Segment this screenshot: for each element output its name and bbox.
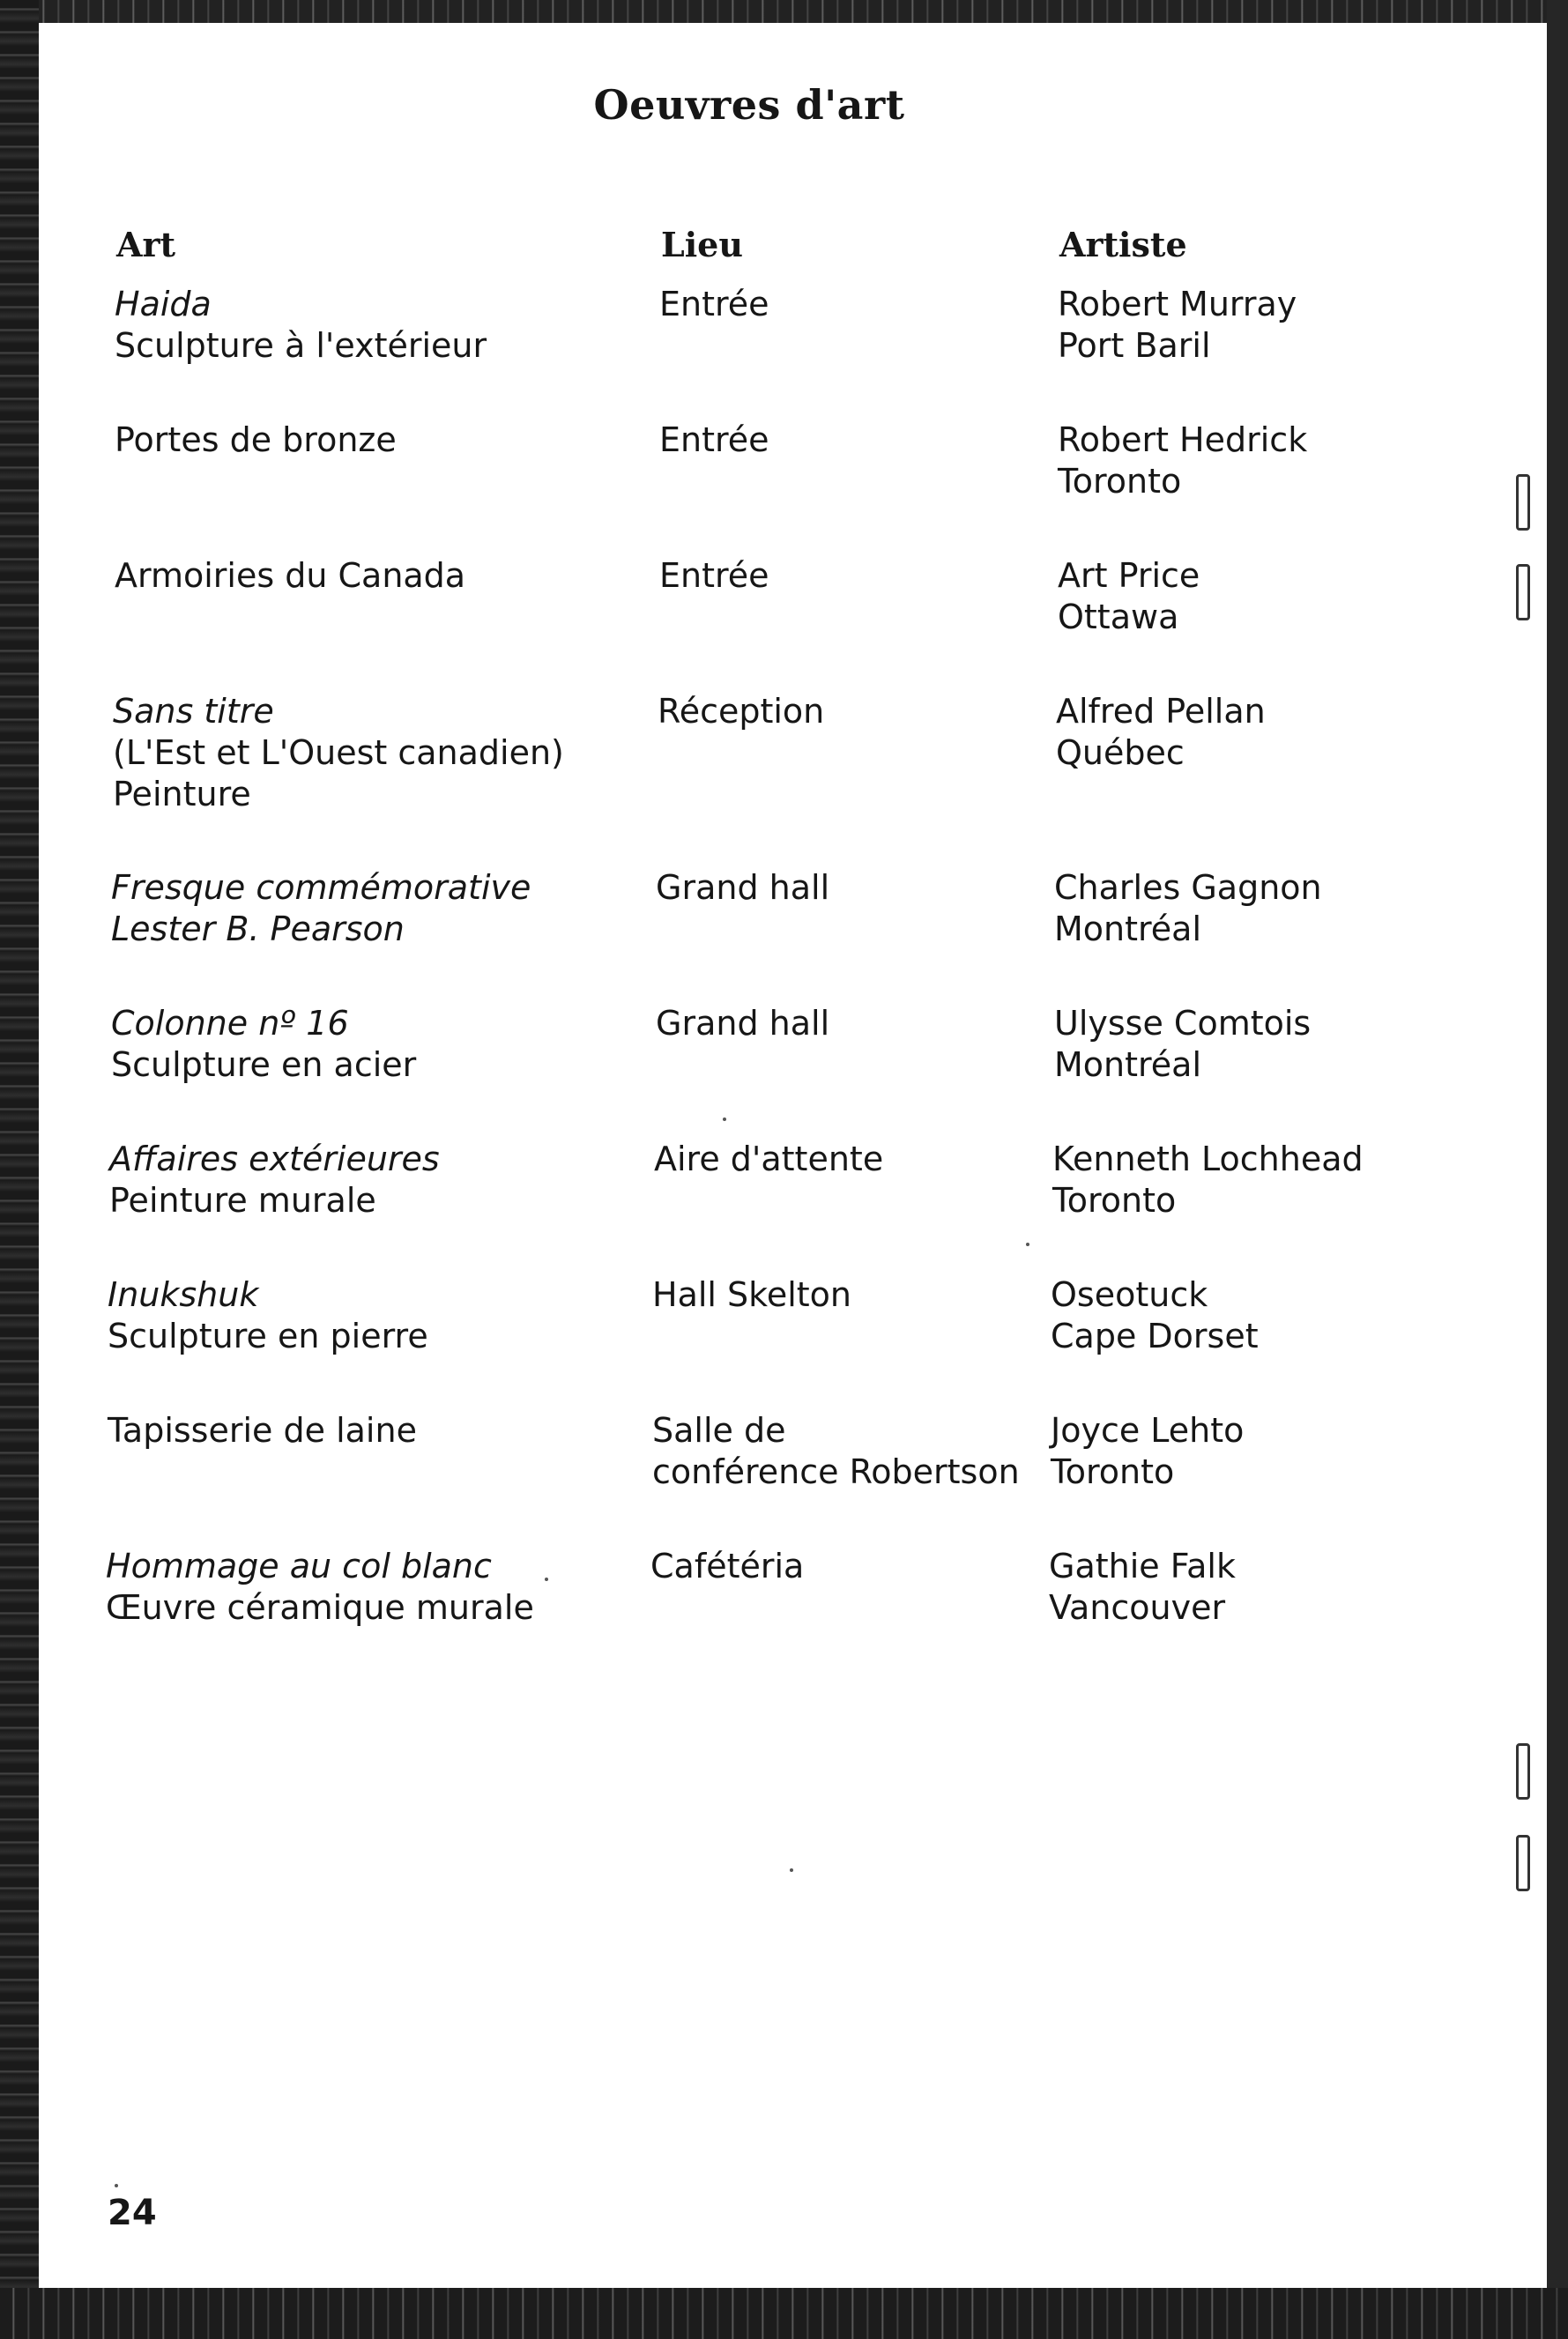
location-cell: [659, 420, 769, 461]
scan-speck: [1026, 1243, 1029, 1246]
artist-city: Toronto: [1052, 1181, 1177, 1220]
artwork-description-extra: Peinture: [113, 775, 251, 813]
artwork-cell: [108, 1410, 417, 1452]
artist-cell: [1051, 1410, 1244, 1493]
artist-cell: [1054, 867, 1322, 950]
artwork-title: Haida: [115, 285, 212, 323]
artist-name: Gathie Falk: [1049, 1547, 1236, 1585]
scan-speck: [545, 1578, 548, 1581]
artist-name: Charles Gagnon: [1054, 868, 1322, 907]
location-text: Salle de: [652, 1411, 786, 1450]
location-cell: [658, 691, 824, 732]
artist-cell: [1058, 420, 1307, 502]
location-cell: [652, 1410, 1020, 1493]
artwork-title: Hommage au col blanc: [106, 1547, 492, 1585]
artist-name: Art Price: [1058, 556, 1200, 595]
artwork-description: Armoiries du Canada: [115, 556, 466, 595]
artwork-title: Inukshuk: [108, 1275, 259, 1314]
scan-speck: [723, 1118, 726, 1121]
artist-cell: [1058, 555, 1200, 638]
scan-speck: [790, 1868, 793, 1872]
location-text: Grand hall: [656, 1004, 830, 1043]
artist-name: Oseotuck: [1051, 1275, 1208, 1314]
artwork-cell: [111, 867, 531, 950]
column-header-art: Art: [116, 225, 176, 264]
artist-city: Cape Dorset: [1051, 1317, 1259, 1355]
scan-border-bottom: [0, 2288, 1568, 2339]
artwork-description: Sculpture en acier: [111, 1045, 417, 1084]
artwork-description: Lester B. Pearson: [111, 910, 405, 948]
location-cell: [656, 1003, 829, 1044]
page-number: 24: [108, 2193, 157, 2233]
artist-name: Alfred Pellan: [1056, 692, 1266, 731]
artwork-description: Tapisserie de laine: [108, 1411, 417, 1450]
scan-border-left: [0, 0, 39, 2339]
location-cell: [659, 284, 769, 325]
page-title: Oeuvres d'art: [593, 81, 905, 129]
artwork-cell: [115, 555, 465, 597]
artist-city: Ottawa: [1058, 598, 1179, 636]
location-text: Cafétéria: [650, 1547, 805, 1585]
binding-hole-mark: [1516, 564, 1530, 620]
binding-hole-mark: [1516, 474, 1530, 531]
artist-cell: [1056, 691, 1266, 774]
artwork-cell: [106, 1546, 534, 1629]
scan-border-right: [1547, 0, 1568, 2339]
location-text: Entrée: [659, 556, 769, 595]
artwork-description: Sculpture en pierre: [108, 1317, 428, 1355]
artist-cell: [1052, 1139, 1364, 1221]
location-cell: [656, 867, 829, 909]
location-cell: [654, 1139, 883, 1180]
artwork-cell: [108, 1274, 428, 1357]
artwork-title: Fresque commémorative: [111, 868, 531, 907]
artist-city: Toronto: [1058, 462, 1182, 501]
artist-cell: [1051, 1274, 1259, 1357]
artwork-description: Sculpture à l'extérieur: [115, 326, 487, 365]
artwork-cell: [109, 1139, 440, 1221]
artist-name: Joyce Lehto: [1051, 1411, 1245, 1450]
location-text: Aire d'attente: [654, 1140, 884, 1178]
location-text: Entrée: [659, 420, 769, 459]
artwork-cell: [115, 284, 487, 367]
artist-city: Port Baril: [1058, 326, 1211, 365]
location-text: Hall Skelton: [652, 1275, 851, 1314]
artist-city: Montréal: [1054, 1045, 1202, 1084]
location-cell: [650, 1546, 804, 1587]
binding-hole-mark: [1516, 1743, 1530, 1800]
artwork-description: Peinture murale: [109, 1181, 376, 1220]
location-cell: [652, 1274, 851, 1316]
artwork-title: Sans titre: [113, 692, 274, 731]
artwork-description: Œuvre céramique murale: [106, 1588, 534, 1627]
column-header-lieu: Lieu: [661, 225, 743, 264]
artwork-description: Portes de bronze: [115, 420, 397, 459]
artist-name: Robert Hedrick: [1058, 420, 1308, 459]
scan-speck: [115, 2184, 118, 2187]
artwork-cell: [113, 691, 564, 815]
scan-border-top: [0, 0, 1568, 23]
artist-city: Montréal: [1054, 910, 1202, 948]
binding-hole-mark: [1516, 1835, 1530, 1891]
artist-cell: [1054, 1003, 1311, 1086]
artist-city: Vancouver: [1049, 1588, 1226, 1627]
artwork-description: (L'Est et L'Ouest canadien): [113, 733, 564, 772]
artist-name: Robert Murray: [1058, 285, 1297, 323]
location-text: Réception: [658, 692, 825, 731]
location-text: Grand hall: [656, 868, 830, 907]
column-header-artiste: Artiste: [1059, 225, 1187, 264]
artist-name: Ulysse Comtois: [1054, 1004, 1312, 1043]
artwork-cell: [115, 420, 397, 461]
artist-cell: [1058, 284, 1297, 367]
location-cell: [659, 555, 769, 597]
location-text: conférence Robertson: [652, 1452, 1020, 1491]
artist-cell: [1049, 1546, 1236, 1629]
artist-name: Kenneth Lochhead: [1052, 1140, 1364, 1178]
artist-city: Québec: [1056, 733, 1185, 772]
artwork-cell: [111, 1003, 416, 1086]
location-text: Entrée: [659, 285, 769, 323]
artist-city: Toronto: [1051, 1452, 1175, 1491]
artwork-title: Colonne nº 16: [111, 1004, 349, 1043]
artwork-title: Affaires extérieures: [109, 1140, 440, 1178]
